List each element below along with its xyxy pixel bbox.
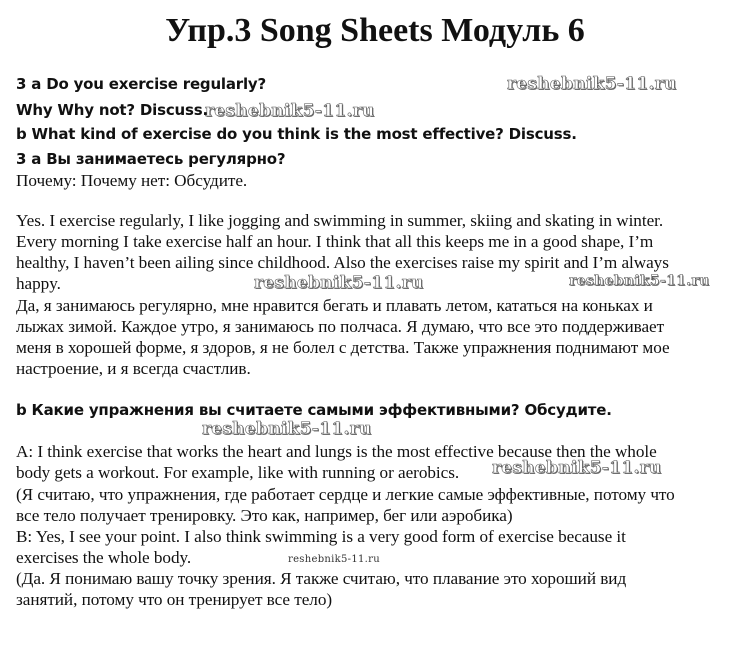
- watermark: reshebnik5-11.ru: [288, 554, 380, 565]
- dialogue-line: exercises the whole body.: [16, 548, 192, 567]
- watermark: reshebnik5-11.ru: [569, 273, 710, 289]
- answer-a-russian-line: лыжах зимой. Каждое утро, я занимаюсь по полчаса. Я думаю, что все это поддерживает: [16, 317, 665, 336]
- watermark: reshebnik5-11.ru: [254, 273, 424, 293]
- dialogue-line: A: I think exercise that works the heart and lungs is the most effective because then the whole: [16, 442, 657, 461]
- task-a-russian-followup: Почему: Почему нет: Обсудите.: [16, 171, 248, 190]
- answer-a-russian-line: меня в хорошей форме, я здоров, я не болел с детства. Также упражнения поднимают мое: [16, 338, 670, 357]
- answer-a-russian-line: настроение, и я всегда счастлив.: [16, 359, 251, 378]
- dialogue-line: все тело получает тренировку. Это как, например, бег или аэробика): [16, 506, 513, 525]
- answer-a-english-line: Yes. I exercise regularly, I like jogging and swimming in summer, skiing and skating in winter.: [16, 211, 664, 230]
- task-b-english-question: b What kind of exercise do you think is the most effective? Discuss.: [16, 125, 577, 143]
- answer-a-english-line: happy.: [16, 274, 61, 293]
- watermark: reshebnik5-11.ru: [205, 101, 375, 121]
- task-a-russian-question: 3 а Вы занимаетесь регулярно?: [16, 150, 286, 168]
- task-a-english-question: 3 a Do you exercise regularly?: [16, 75, 267, 93]
- dialogue-line: (Да. Я понимаю вашу точку зрения. Я также считаю, что плавание это хороший вид: [16, 569, 627, 588]
- dialogue-line: B: Yes, I see your point. I also think swimming is a very good form of exercise because it: [16, 527, 626, 546]
- answer-a-english-line: Every morning I take exercise half an hour. I think that all this keeps me in a good shape, I’m: [16, 232, 654, 251]
- watermark: reshebnik5-11.ru: [507, 74, 677, 94]
- dialogue-line: body gets a workout. For example, like with running or aerobics.: [16, 463, 460, 482]
- watermark: reshebnik5-11.ru: [492, 458, 662, 478]
- dialogue-line: (Я считаю, что упражнения, где работает сердце и легкие самые эффективные, потому что: [16, 485, 675, 504]
- task-b-russian-question: b Какие упражнения вы считаете самыми эффективными? Обсудите.: [16, 401, 612, 419]
- page-title: Упр.3 Song Sheets Модуль 6: [165, 12, 585, 49]
- watermark: reshebnik5-11.ru: [202, 419, 372, 439]
- answer-a-russian-line: Да, я занимаюсь регулярно, мне нравится бегать и плавать летом, кататься на коньках и: [16, 296, 653, 315]
- dialogue-line: занятий, потому что он тренирует все тело): [16, 590, 333, 609]
- task-a-english-followup: Why Why not? Discuss.: [16, 101, 208, 119]
- answer-a-english-line: healthy, I haven’t been ailing since childhood. Also the exercises raise my spirit and I’m always: [16, 253, 669, 272]
